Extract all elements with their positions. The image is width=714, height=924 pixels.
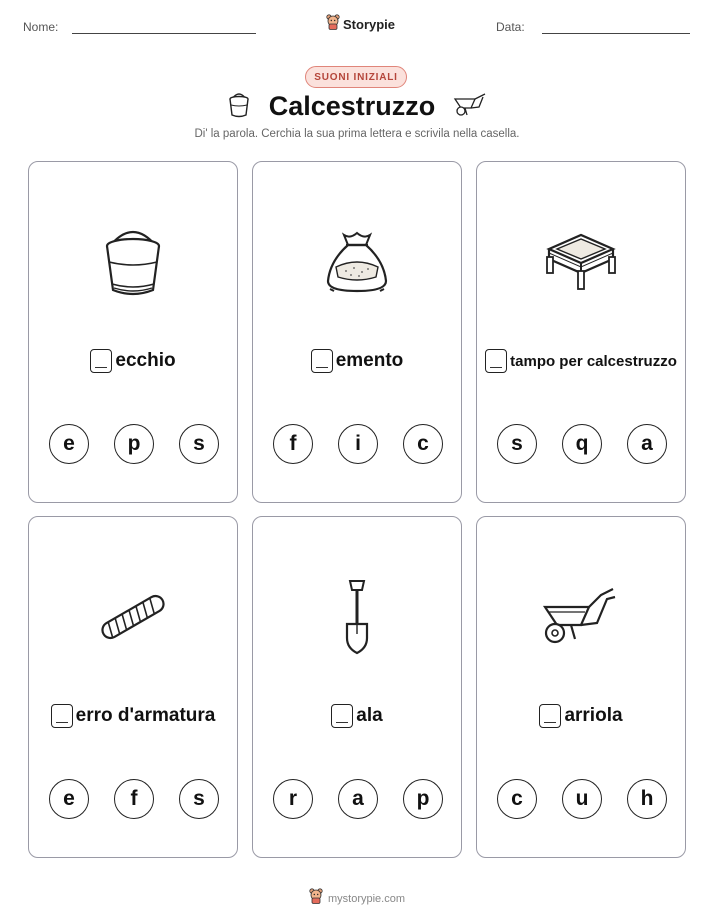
letter-choice[interactable]: f (114, 779, 154, 819)
letter-choices (49, 424, 219, 464)
letter-choices (497, 424, 667, 464)
letter-choices (273, 424, 443, 464)
word-row (253, 704, 461, 728)
title-row (0, 90, 714, 123)
bear-mascot-icon (326, 14, 340, 35)
letter-choices (497, 779, 667, 819)
letter-choice[interactable]: u (562, 779, 602, 819)
letter-choice[interactable]: s (497, 424, 537, 464)
name-line[interactable] (72, 33, 256, 34)
name-label: Nome: (23, 20, 59, 34)
page-title: Calcestruzzo (268, 91, 436, 121)
letter-choice[interactable]: e (49, 424, 89, 464)
word-row (477, 704, 685, 728)
word-card (28, 516, 238, 858)
word-row (253, 349, 461, 373)
instructions: Di' la parola. Cerchia la sua prima lettera e scrivila nella casella. (194, 128, 520, 140)
letter-choice[interactable]: c (403, 424, 443, 464)
answer-box[interactable] (485, 349, 507, 373)
letter-choice[interactable]: h (627, 779, 667, 819)
letter-choice[interactable]: a (338, 779, 378, 819)
answer-box[interactable] (90, 349, 112, 373)
brand-name: Storypie (343, 17, 396, 32)
answer-box[interactable] (539, 704, 561, 728)
word-ending: emento (335, 350, 404, 371)
card-image (477, 224, 685, 304)
word-ending: tampo per calcestruzzo (510, 352, 677, 370)
bear-mascot-icon (309, 888, 323, 909)
concrete-mold-icon (543, 229, 619, 300)
letter-choice[interactable]: r (273, 779, 313, 819)
card-image (253, 224, 461, 304)
bucket-icon (227, 90, 251, 123)
letter-choice[interactable]: p (114, 424, 154, 464)
card-image (29, 579, 237, 659)
word-card (28, 161, 238, 503)
shovel-icon (342, 578, 372, 661)
letter-choice[interactable]: a (627, 424, 667, 464)
letter-choice[interactable]: c (497, 779, 537, 819)
card-image (477, 579, 685, 659)
letter-choice[interactable]: i (338, 424, 378, 464)
letter-choices (49, 779, 219, 819)
answer-box[interactable] (311, 349, 333, 373)
word-ending: ecchio (115, 350, 176, 371)
letter-choice[interactable]: q (562, 424, 602, 464)
word-ending: erro d'armatura (75, 705, 216, 726)
date-line[interactable] (542, 33, 690, 34)
wheelbarrow-icon (541, 585, 621, 654)
letter-choice[interactable]: s (179, 779, 219, 819)
letter-choice[interactable]: e (49, 779, 89, 819)
letter-choices (273, 779, 443, 819)
date-label: Data: (496, 20, 525, 34)
cement-bag-icon (324, 227, 390, 302)
word-row (29, 704, 237, 728)
word-row (29, 349, 237, 373)
brand-logo (326, 14, 395, 35)
footer-url[interactable]: mystorypie.com (327, 892, 406, 905)
rebar-icon (95, 592, 171, 647)
letter-choice[interactable]: p (403, 779, 443, 819)
word-card (476, 161, 686, 503)
word-card (252, 516, 462, 858)
topic-badge: SUONI INIZIALI (305, 66, 407, 88)
footer (0, 888, 714, 909)
word-card (476, 516, 686, 858)
card-image (253, 579, 461, 659)
word-row (477, 349, 685, 373)
word-card (252, 161, 462, 503)
bucket-icon (98, 224, 168, 305)
card-image (29, 224, 237, 304)
answer-box[interactable] (331, 704, 353, 728)
word-ending: ala (356, 705, 383, 726)
letter-choice[interactable]: s (179, 424, 219, 464)
word-ending: arriola (564, 705, 623, 726)
letter-choice[interactable]: f (273, 424, 313, 464)
wheelbarrow-icon (453, 91, 487, 122)
answer-box[interactable] (51, 704, 73, 728)
